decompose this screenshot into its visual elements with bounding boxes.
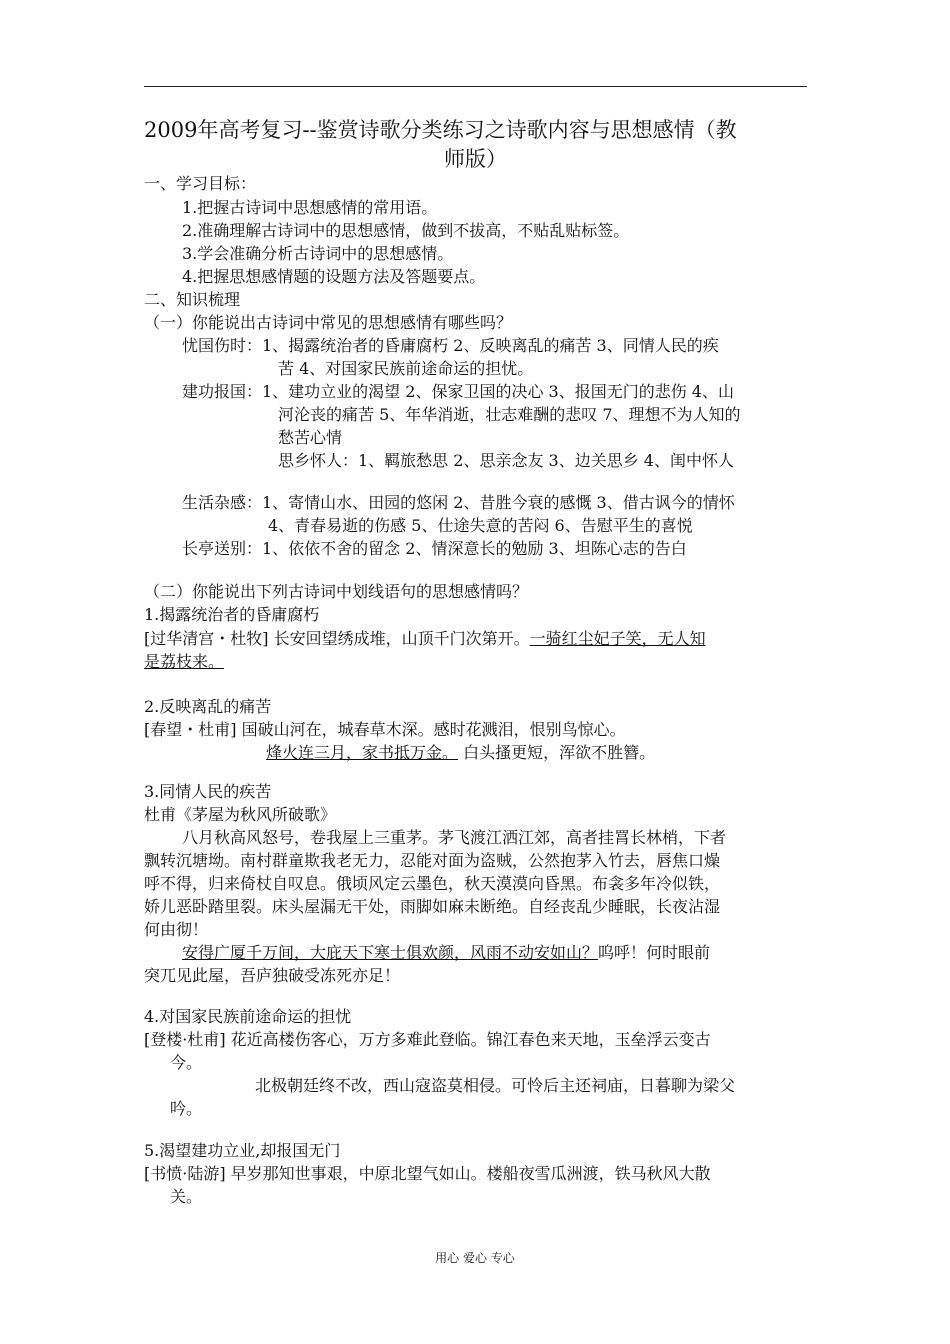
example-2-underlined: 烽火连三月，家书抵万金。 [266, 743, 459, 762]
category-3: 思乡怀人：1、羁旅愁思 2、思亲念友 3、边关思乡 4、闺中怀人 [278, 451, 734, 470]
example-3-after: 呜呼！何时眼前 [598, 943, 711, 962]
example-3-underlined: 安得广厦千万间，大庇天下寒士俱欢颜，风雨不动安如山？ [182, 943, 599, 962]
page-title [144, 116, 807, 174]
example-5-heading: 5.渴望建功立业,却报国无门 [144, 1141, 341, 1160]
category-2-line-2: 河沦丧的痛苦 5、年华消逝，壮志难酬的悲叹 7、理想不为人知的 [278, 405, 741, 424]
category-5: 长亭送别：1、依依不舍的留念 2、情深意长的勉励 3、坦陈心志的告白 [182, 539, 687, 558]
category-1-line-2: 苦 4、对国家民族前途命运的担忧。 [278, 359, 534, 378]
example-4-line-2: 今。 [170, 1053, 203, 1072]
category-4-line-2: 4、青春易逝的伤感 5、仕途失意的苦闷 6、告慰平生的喜悦 [268, 516, 693, 535]
goal-1: 1.把握古诗词中思想感情的常用语。 [182, 198, 438, 217]
question-1: （一）你能说出古诗词中常见的思想感情有哪些吗？ [144, 313, 513, 332]
example-2-heading: 2.反映离乱的痛苦 [144, 697, 272, 716]
poem-line: 飘转沉塘坳。南村群童欺我老无力，忍能对面为盗贼，公然抱茅入竹去，唇焦口燥 [144, 851, 721, 870]
section-2-heading: 二、知识梳理 [144, 290, 241, 309]
category-2-line-3: 愁苦心情 [278, 428, 343, 447]
title-line-1: 2009年高考复习--鉴赏诗歌分类练习之诗歌内容与思想感情（教 [144, 118, 737, 142]
example-2-line-1: [春望・杜甫] 国破山河在，城春草木深。感时花溅泪，恨别鸟惊心。 [144, 720, 626, 739]
poem-line: 突兀见此屋，吾庐独破受冻死亦足！ [144, 966, 401, 985]
goal-2: 2.准确理解古诗词中的思想感情，做到不拔高，不贴乱贴标签。 [182, 221, 630, 240]
example-1-heading: 1.揭露统治者的昏庸腐朽 [144, 605, 320, 624]
section-1-heading: 一、学习目标： [144, 174, 257, 193]
example-1-underlined-cont: 是荔枝来。 [144, 652, 225, 671]
example-3-heading: 3.同情人民的疾苦 [144, 782, 272, 801]
poem-line: 呼不得，归来倚杖自叹息。俄顷风定云墨色，秋天漠漠向昏黑。布衾多年冷似铁， [144, 874, 721, 893]
example-5-line-2: 关。 [170, 1187, 203, 1206]
question-2: （二）你能说出下列古诗词中划线语句的思想感情吗？ [144, 582, 529, 601]
example-4-line-4: 吟。 [170, 1099, 203, 1118]
example-2-line-2 [266, 743, 655, 763]
poem-line: 何由彻！ [144, 920, 209, 939]
example-5-line-1: [书愤·陆游] 早岁那知世事艰，中原北望气如山。楼船夜雪瓜洲渡，铁马秋风大散 [144, 1164, 711, 1183]
example-2-text: 白头搔更短，浑欲不胜簪。 [458, 743, 656, 762]
page-footer: 用心 爱心 专心 [435, 1251, 515, 1265]
example-4-line-1: [登楼·杜甫] 花近高楼伤客心，万方多难此登临。锦江春色来天地，玉垒浮云变古 [144, 1030, 711, 1049]
category-4-line-1: 生活杂感：1、寄情山水、田园的悠闲 2、昔胜今衰的感慨 3、借古讽今的情怀 [182, 493, 735, 512]
category-2-line-1: 建功报国：1、建功立业的渴望 2、保家卫国的决心 3、报国无门的悲伤 4、山 [182, 382, 734, 401]
example-1-underlined: 一骑红尘妃子笑，无人知 [529, 629, 706, 648]
example-3-source: 杜甫《茅屋为秋风所破歌》 [144, 805, 337, 824]
poem-line: 八月秋高风怒号，卷我屋上三重茅。茅飞渡江洒江郊，高者挂罥长林梢，下者 [182, 828, 727, 847]
poem-line-underlined [182, 943, 710, 963]
example-1-line-2 [144, 652, 224, 672]
example-4-line-3: 北极朝廷终不改，西山寇盗莫相侵。可怜后主还祠庙，日暮聊为梁父 [255, 1076, 736, 1095]
example-1-line-1 [144, 629, 706, 649]
goal-3: 3.学会准确分析古诗词中的思想感情。 [182, 244, 454, 263]
category-1-line-1: 忧国伤时：1、揭露统治者的昏庸腐朽 2、反映离乱的痛苦 3、同情人民的疾 [182, 336, 719, 355]
title-line-2: 师版） [444, 147, 507, 171]
header-rule [144, 86, 807, 87]
goal-4: 4.把握思想感情题的设题方法及答题要点。 [182, 267, 486, 286]
example-4-heading: 4.对国家民族前途命运的担忧 [144, 1007, 352, 1026]
example-1-text: [过华清宫・杜牧] 长安回望绣成堆，山顶千门次第开。 [144, 629, 530, 648]
poem-line: 娇儿恶卧踏里裂。床头屋漏无干处，雨脚如麻未断绝。自经丧乱少睡眠，长夜沾湿 [144, 897, 721, 916]
